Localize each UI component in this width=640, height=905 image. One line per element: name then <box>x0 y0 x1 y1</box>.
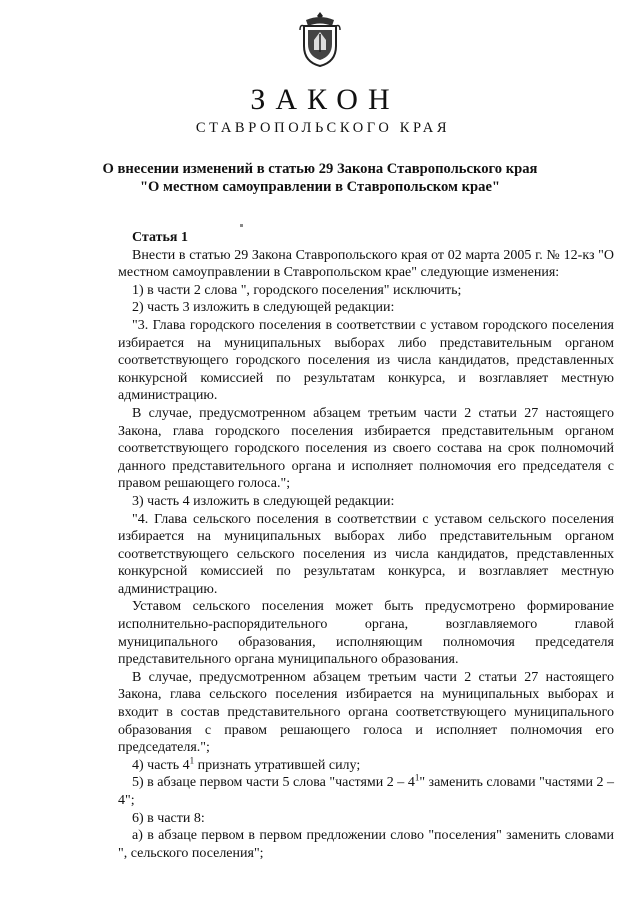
paragraph-text: признать утратившей силу; <box>194 757 361 773</box>
document-title: ЗАКОН <box>250 83 400 116</box>
paragraph: 6) в части 8: <box>132 810 205 826</box>
paragraph: 3) часть 4 изложить в следующей редакции: <box>132 493 395 509</box>
document-subtitle: СТАВРОПОЛЬСКОГО КРАЯ <box>195 120 451 136</box>
paragraph: 1) в части 2 слова ", городского поселения" исключить; <box>132 282 462 298</box>
paragraph: Уставом сельского поселения может быть предусмотрено формирование исполнительно-распорядительного органа, возглавляемого главой муниципального образования, исполняющим полномочия председателя представительного органа муниципального образования. <box>118 599 614 668</box>
paragraph: В случае, предусмотренном абзацем третьим части 2 статьи 27 настоящего Закона, глава городского поселения избирается представительным органом соответствующего городского поселения из своего состава на срок полномочий данного представительного органа и исполняет полномочия его председателя с правом решающего голоса."; <box>118 405 614 492</box>
paragraph: Внести в статью 29 Закона Ставропольского края от 02 марта 2005 г. № 12-кз "О местном самоуправлении в Ставропольском крае" следующие изменения: <box>118 247 614 281</box>
paragraph-text: 5) в абзаце первом части 5 слова "частями 2 – 4 <box>132 775 415 791</box>
paragraph-text: " заменить словами "частями 2 – 4"; <box>118 775 615 808</box>
paragraph: "3. Глава городского поселения в соответствии с уставом городского поселения избирается на муниципальных выборах либо представительным органом соответствующего городского поселения из числа кандидатов, представленных конкурсной комиссией по результатам конкурса, и возглавляет местную администрацию. <box>118 317 614 404</box>
article-heading: Статья 1 <box>132 230 188 245</box>
superscript: 1 <box>414 772 420 783</box>
document-body <box>118 229 614 862</box>
paragraph-text: 4) часть 4 <box>132 757 190 773</box>
paragraph: "4. Глава сельского поселения в соответствии с уставом сельского поселения избирается на муниципальных выборах либо представительным органом соответствующего сельского поселения из числа кандидатов, представленных конкурсной комиссией по результатам конкурса, и возглавляет местную администрацию. <box>118 511 614 597</box>
paragraph: а) в абзаце первом в первом предложении слово "поселения" заменить словами ", сельского поселения"; <box>118 828 614 861</box>
coat-of-arms-icon <box>298 10 342 70</box>
paragraph: В случае, предусмотренном абзацем третьим части 2 статьи 27 настоящего Закона, глава сельского поселения избирается на муниципальных выборах и входит в состав представительного органа соответствующего муниципального образования с правом решающего голоса и исполняет полномочия его председателя."; <box>118 669 614 756</box>
paragraph: 2) часть 3 изложить в следующей редакции: <box>132 300 395 316</box>
paragraph <box>118 757 614 775</box>
paragraph <box>118 774 614 809</box>
law-heading <box>60 160 580 196</box>
scan-mark <box>240 224 243 227</box>
law-heading-line-1: О внесении изменений в статью 29 Закона Ставропольского края <box>102 161 538 177</box>
law-heading-line-2: "О местном самоуправлении в Ставропольском крае" <box>139 179 501 195</box>
superscript: 1 <box>189 755 195 766</box>
